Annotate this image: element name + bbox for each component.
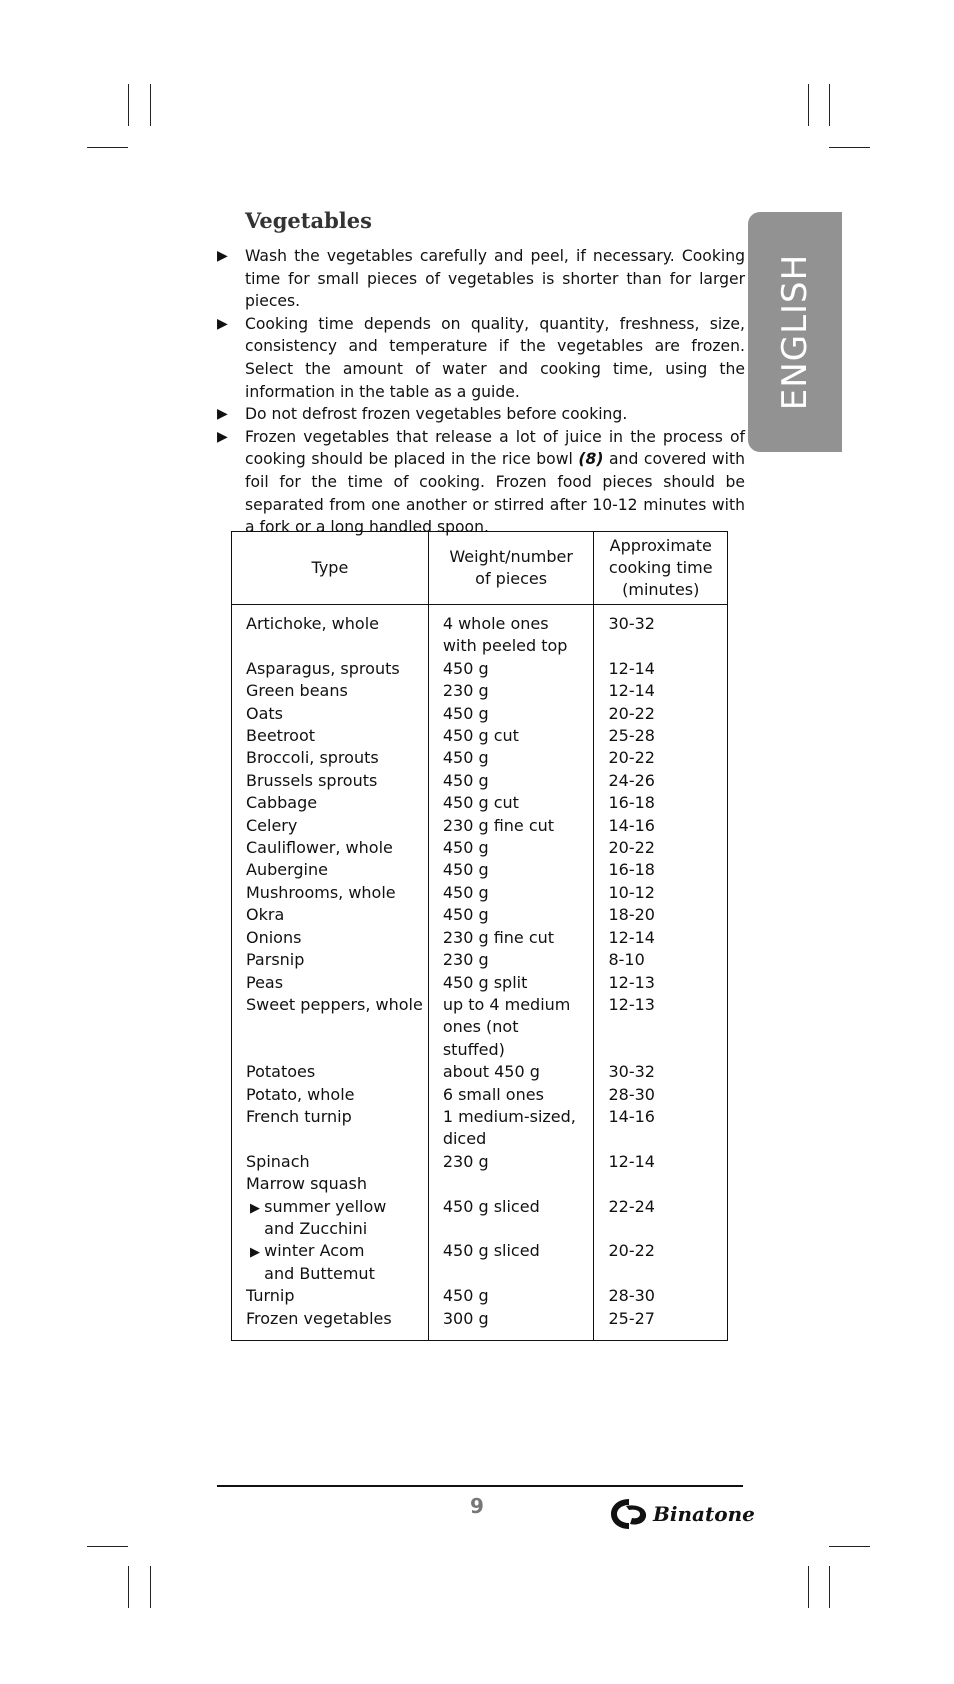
- triangle-bullet-icon: ▶: [217, 248, 228, 264]
- cell-text: 300 g: [442, 1308, 489, 1328]
- crop-mark: [829, 84, 830, 126]
- cell-text: 12-14: [608, 1151, 655, 1171]
- crop-mark: [829, 1546, 870, 1547]
- cell-time: [594, 770, 728, 792]
- table-row: [232, 658, 728, 680]
- cell-text: 14-16: [608, 815, 655, 835]
- crop-mark: [87, 1546, 128, 1547]
- cell-weight: [428, 994, 594, 1061]
- table-header-row: [232, 532, 728, 605]
- cell-text: 16-18: [608, 793, 655, 813]
- cell-type: [232, 994, 429, 1061]
- brand-logo: [608, 1497, 755, 1531]
- cell-time: [594, 859, 728, 881]
- cell-text: Mushrooms, whole: [246, 882, 396, 902]
- cell-text: up to 4 medium ones (not stuffed): [442, 994, 571, 1059]
- instruction-list: [217, 245, 745, 539]
- cell-text: Marrow squash: [246, 1174, 368, 1194]
- cell-weight: [428, 882, 594, 904]
- triangle-bullet-icon: ▶: [250, 1200, 265, 1216]
- crop-mark: [150, 84, 151, 126]
- cell-text: 450 g: [442, 860, 489, 880]
- cell-type: [232, 949, 429, 971]
- cell-text: 10-12: [608, 882, 655, 902]
- cell-text: 450 g: [442, 658, 489, 678]
- cell-text: 28-30: [608, 1084, 655, 1104]
- cell-text: 25-28: [608, 726, 655, 746]
- cell-weight: [428, 1240, 594, 1285]
- cell-text: 450 g sliced: [442, 1196, 540, 1216]
- cell-time: [594, 994, 728, 1061]
- column-header-type: Type: [232, 532, 429, 605]
- table-row: [232, 882, 728, 904]
- cell-weight: [428, 1308, 594, 1341]
- cell-weight: [428, 747, 594, 769]
- cell-type: [232, 837, 429, 859]
- cell-text: Cabbage: [246, 793, 318, 813]
- list-item: [217, 426, 745, 539]
- cell-type: [232, 904, 429, 926]
- cell-weight: [428, 837, 594, 859]
- table-row: [232, 927, 728, 949]
- cell-time: [594, 747, 728, 769]
- cell-type: [232, 882, 429, 904]
- cell-text: French turnip: [246, 1106, 352, 1126]
- cell-type: [232, 658, 429, 680]
- cell-text: Green beans: [246, 681, 348, 701]
- triangle-bullet-icon: ▶: [217, 315, 228, 332]
- cell-type: [232, 1285, 429, 1307]
- cell-text: 450 g: [442, 703, 489, 723]
- cell-text: Spinach: [246, 1151, 310, 1171]
- cell-text: Cauliflower, whole: [246, 838, 393, 858]
- cell-weight: [428, 1151, 594, 1173]
- table-row: [232, 605, 728, 658]
- cell-text: Peas: [246, 972, 284, 992]
- cell-text: Okra: [246, 905, 285, 925]
- cell-text: Brussels sprouts: [246, 770, 378, 790]
- cell-time: [594, 949, 728, 971]
- cell-text: Frozen vegetables: [246, 1308, 392, 1328]
- cell-text: 230 g: [442, 950, 489, 970]
- list-item: [217, 313, 745, 403]
- cell-type: [232, 770, 429, 792]
- cell-type: [232, 680, 429, 702]
- table-row: [232, 680, 728, 702]
- cell-weight: [428, 770, 594, 792]
- cell-text: 28-30: [608, 1286, 655, 1306]
- cell-time: [594, 1106, 728, 1151]
- cell-text: 450 g sliced: [442, 1241, 540, 1261]
- cell-text: Sweet peppers, whole: [246, 994, 423, 1014]
- cell-weight: [428, 859, 594, 881]
- crop-mark: [128, 84, 129, 126]
- cell-weight: [428, 792, 594, 814]
- cell-type: [232, 1173, 429, 1195]
- cell-text: 230 g: [442, 1151, 489, 1171]
- cell-weight: [428, 1084, 594, 1106]
- cell-weight: [428, 658, 594, 680]
- cell-time: [594, 1240, 728, 1285]
- cell-type: [232, 1151, 429, 1173]
- cell-time: [594, 680, 728, 702]
- table-row: [232, 725, 728, 747]
- cell-type: [232, 927, 429, 949]
- crop-mark: [829, 147, 870, 148]
- triangle-bullet-icon: ▶: [217, 406, 228, 423]
- cell-text: 450 g cut: [442, 726, 519, 746]
- cell-text: Aubergine: [246, 860, 328, 880]
- cell-text: 450 g: [442, 1286, 489, 1306]
- page-number: 9: [470, 1494, 484, 1518]
- language-tab: [748, 212, 842, 452]
- cell-text: Potato, whole: [246, 1084, 355, 1104]
- table-row: [232, 703, 728, 725]
- cell-time: [594, 1084, 728, 1106]
- cell-text: 18-20: [608, 905, 655, 925]
- cell-text: 450 g: [442, 748, 489, 768]
- table-row: [232, 994, 728, 1061]
- cell-time: [594, 658, 728, 680]
- table-row: [232, 904, 728, 926]
- cell-weight: [428, 1285, 594, 1307]
- cell-text: 12-14: [608, 681, 655, 701]
- section-title: Vegetables: [245, 208, 372, 233]
- cell-time: [594, 1061, 728, 1083]
- cell-type: [232, 1106, 429, 1151]
- cell-type: [232, 725, 429, 747]
- table-row: [232, 1240, 728, 1285]
- cell-type: [232, 1196, 429, 1241]
- cell-text: 12-14: [608, 658, 655, 678]
- cell-text: 230 g fine cut: [442, 927, 555, 947]
- crop-mark: [829, 1566, 830, 1608]
- language-tab-label: ENGLISH: [775, 253, 815, 411]
- cell-text: 22-24: [608, 1196, 655, 1216]
- cell-weight: [428, 1061, 594, 1083]
- list-item: [217, 245, 745, 313]
- cell-weight: [428, 904, 594, 926]
- cell-text: 450 g: [442, 838, 489, 858]
- cell-text: 230 g fine cut: [442, 815, 555, 835]
- bullet-text: Wash the vegetables carefully and peel, if necessary. Cooking time for small pieces of vegetables is shorter than for larger pieces.: [245, 247, 745, 311]
- cell-weight: [428, 1196, 594, 1241]
- cell-time: [594, 725, 728, 747]
- bullet-text: Frozen vegetables that release a lot of juice in the process of cooking should be placed in the rice bowl: [245, 427, 745, 469]
- table-row: [232, 1106, 728, 1151]
- cell-text: 450 g split: [442, 972, 528, 992]
- cell-type: [232, 1084, 429, 1106]
- cell-text: 12-14: [608, 927, 655, 947]
- cell-type: [232, 703, 429, 725]
- triangle-bullet-icon: ▶: [217, 428, 228, 445]
- cell-text: 450 g cut: [442, 793, 519, 813]
- cell-time: [594, 815, 728, 837]
- table-row: [232, 792, 728, 814]
- cell-text: 20-22: [608, 838, 655, 858]
- bullet-text: Do not defrost frozen vegetables before cooking.: [245, 405, 628, 424]
- table-row: [232, 770, 728, 792]
- cell-text: Artichoke, whole: [246, 614, 379, 633]
- cell-time: [594, 882, 728, 904]
- table-row: [232, 949, 728, 971]
- cell-time: [594, 1285, 728, 1307]
- cell-text: Beetroot: [246, 726, 316, 746]
- cell-text: 4 whole ones with peeled top: [442, 614, 568, 656]
- binatone-logo-icon: [608, 1497, 650, 1531]
- cell-text: 450 g: [442, 882, 489, 902]
- cell-text: Broccoli, sprouts: [246, 748, 379, 768]
- cell-text: about 450 g: [442, 1062, 540, 1082]
- column-header-time: Approximate cooking time (minutes): [594, 532, 728, 605]
- cell-type: [232, 859, 429, 881]
- cell-weight: [428, 703, 594, 725]
- column-header-weight: Weight/number of pieces: [428, 532, 594, 605]
- cell-weight: [428, 927, 594, 949]
- crop-mark: [87, 147, 128, 148]
- table-row: [232, 1061, 728, 1083]
- table-row: [232, 747, 728, 769]
- cell-weight: [428, 1173, 594, 1195]
- cell-text: 14-16: [608, 1106, 655, 1126]
- table-row: [232, 1308, 728, 1341]
- cell-time: [594, 1173, 728, 1195]
- table-row: [232, 1173, 728, 1195]
- table-row: [232, 972, 728, 994]
- crop-mark: [128, 1566, 129, 1608]
- cell-time: [594, 837, 728, 859]
- crop-mark: [808, 84, 809, 126]
- cell-time: [594, 703, 728, 725]
- cell-text: 30-32: [608, 614, 655, 633]
- cell-time: [594, 1151, 728, 1173]
- cell-text: Asparagus, sprouts: [246, 658, 400, 678]
- cell-text: Onions: [246, 927, 302, 947]
- cell-type: [232, 605, 429, 658]
- cell-weight: [428, 605, 594, 658]
- cell-text: 6 small ones: [442, 1084, 544, 1104]
- cell-text: 450 g: [442, 770, 489, 790]
- table-row: [232, 1285, 728, 1307]
- cell-weight: [428, 815, 594, 837]
- cell-time: [594, 792, 728, 814]
- cell-time: [594, 1308, 728, 1341]
- table-row: [232, 1151, 728, 1173]
- cell-text: 12-13: [608, 972, 655, 992]
- cell-weight: [428, 725, 594, 747]
- cell-text: Oats: [246, 703, 284, 723]
- cell-text: 1 medium-sized, diced: [442, 1106, 576, 1149]
- table-row: [232, 1084, 728, 1106]
- cell-type: [232, 1308, 429, 1341]
- cell-type: [232, 792, 429, 814]
- cooking-time-table: [231, 531, 728, 1341]
- cell-text: Parsnip: [246, 950, 305, 970]
- cell-time: [594, 927, 728, 949]
- cell-text: 25-27: [608, 1308, 655, 1328]
- cell-text: 30-32: [608, 1062, 655, 1082]
- cell-text: winter Acom and Buttemut: [264, 1241, 375, 1283]
- cell-text: 20-22: [608, 703, 655, 723]
- list-item: [217, 403, 745, 426]
- table-row: [232, 837, 728, 859]
- cell-text: 20-22: [608, 748, 655, 768]
- part-reference: (8): [578, 450, 604, 469]
- cell-text: 12-13: [608, 994, 655, 1014]
- triangle-bullet-icon: ▶: [250, 1245, 265, 1261]
- cell-time: [594, 972, 728, 994]
- cell-time: [594, 605, 728, 658]
- cell-text: 450 g: [442, 905, 489, 925]
- cell-weight: [428, 949, 594, 971]
- cell-text: Turnip: [246, 1286, 295, 1306]
- cell-type: [232, 747, 429, 769]
- brand-name: Binatone: [653, 1502, 755, 1526]
- cell-weight: [428, 972, 594, 994]
- cell-time: [594, 904, 728, 926]
- table-row: [232, 1196, 728, 1241]
- table-row: [232, 859, 728, 881]
- cell-text: 24-26: [608, 770, 655, 790]
- cell-text: 230 g: [442, 681, 489, 701]
- bullet-text: and covered with foil for the time of cooking. Frozen food pieces should be separated from one another or stirred after 10-12 minutes with a fork or a long handled spoon.: [245, 450, 745, 537]
- cell-time: [594, 1196, 728, 1241]
- cell-text: summer yellow and Zucchini: [264, 1196, 387, 1238]
- cell-weight: [428, 680, 594, 702]
- bullet-text: Cooking time depends on quality, quantity, freshness, size, consistency and temperature if the vegetables are frozen. Select the amount of water and cooking time, using the information in the table as a guide.: [245, 314, 745, 401]
- crop-mark: [150, 1566, 151, 1608]
- cell-text: Celery: [246, 815, 298, 835]
- cell-type: [232, 1061, 429, 1083]
- cell-weight: [428, 1106, 594, 1151]
- cell-text: 20-22: [608, 1241, 655, 1261]
- table-row: [232, 815, 728, 837]
- cell-text: Potatoes: [246, 1062, 316, 1082]
- cell-type: [232, 1240, 429, 1285]
- crop-mark: [808, 1566, 809, 1608]
- cell-type: [232, 972, 429, 994]
- cell-type: [232, 815, 429, 837]
- cell-text: 8-10: [608, 950, 645, 970]
- cell-text: 16-18: [608, 860, 655, 880]
- footer-rule: [217, 1485, 743, 1487]
